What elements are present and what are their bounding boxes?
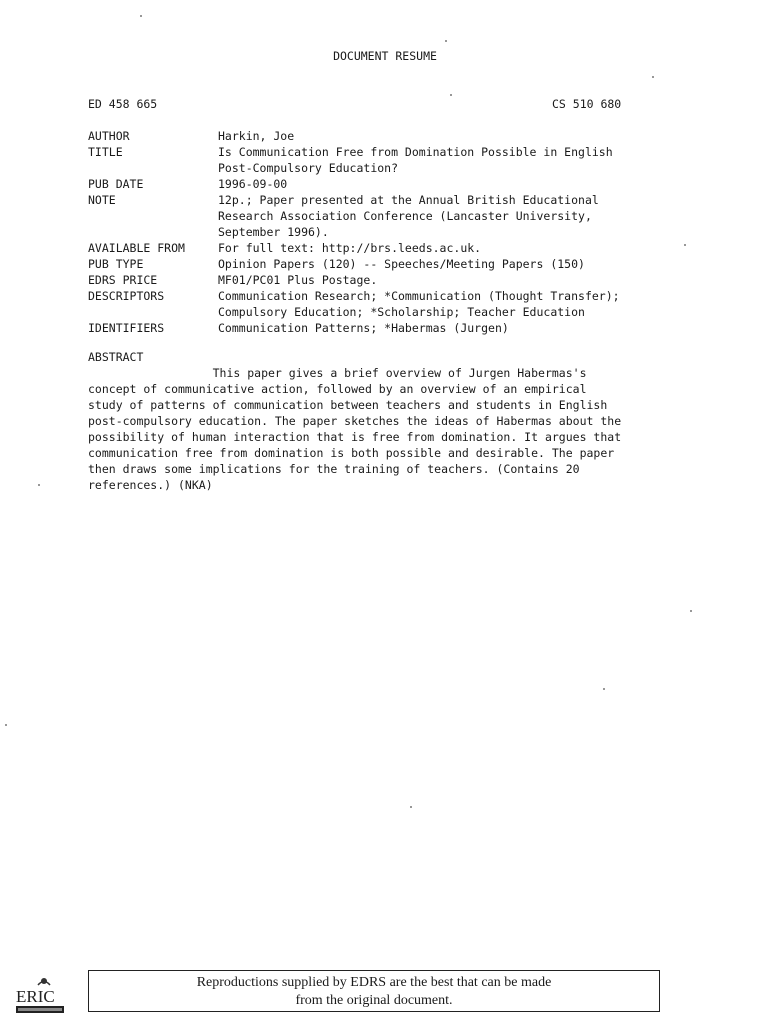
field-label: IDENTIFIERS <box>88 321 165 335</box>
field-value-line: Compulsory Education; *Scholarship; Teacher Education <box>218 305 585 319</box>
field-label: PUB TYPE <box>88 257 144 271</box>
scan-speck <box>603 688 605 690</box>
field-row <box>88 320 688 336</box>
field-value-line: Is Communication Free from Domination Possible in English <box>218 145 613 159</box>
field-label: DESCRIPTORS <box>88 289 165 303</box>
ed-number: ED 458 665 <box>88 97 158 111</box>
field-row <box>88 240 688 256</box>
field-value-line: Opinion Papers (120) -- Speeches/Meeting Papers (150) <box>218 257 585 271</box>
scan-speck <box>652 76 654 78</box>
scan-speck <box>450 94 452 96</box>
abstract-heading: ABSTRACT <box>88 350 144 364</box>
field-value <box>218 256 688 272</box>
scan-speck <box>445 40 447 42</box>
field-value-line: Communication Patterns; *Habermas (Jurgen) <box>218 321 509 335</box>
field-value <box>218 128 688 144</box>
abstract-line: study of patterns of communication between teachers and students in English <box>88 398 608 412</box>
scan-speck <box>690 610 692 612</box>
field-row <box>88 288 688 320</box>
abstract-line: references.) (NKA) <box>88 478 213 492</box>
field-label: NOTE <box>88 193 116 207</box>
field-value-line: Research Association Conference (Lancaster University, <box>218 209 592 223</box>
abstract-body <box>88 365 688 493</box>
field-row <box>88 192 688 240</box>
field-value-line: Post-Compulsory Education? <box>218 161 399 175</box>
field-value <box>218 240 688 256</box>
field-label: AUTHOR <box>88 129 130 143</box>
abstract-line: then draws some implications for the training of teachers. (Contains 20 <box>88 462 580 476</box>
abstract-line: communication free from domination is both possible and desirable. The paper <box>88 446 615 460</box>
field-value-line: For full text: http://brs.leeds.ac.uk. <box>218 241 482 255</box>
abstract-line: possibility of human interaction that is free from domination. It argues that <box>88 430 622 444</box>
field-value <box>218 192 688 240</box>
field-value <box>218 288 688 320</box>
document-title: DOCUMENT RESUME <box>333 49 437 63</box>
field-row <box>88 176 688 192</box>
scan-speck <box>410 806 412 808</box>
cs-number: CS 510 680 <box>552 97 622 111</box>
field-value-line: Harkin, Joe <box>218 129 295 143</box>
field-value <box>218 176 688 192</box>
eric-logo-icon <box>14 976 68 1016</box>
field-value <box>218 272 688 288</box>
abstract-line: post-compulsory education. The paper sketches the ideas of Habermas about the <box>88 414 622 428</box>
field-row <box>88 144 688 176</box>
field-label: EDRS PRICE <box>88 273 158 287</box>
field-value-line: MF01/PC01 Plus Postage. <box>218 273 378 287</box>
field-row <box>88 256 688 272</box>
footer-notice <box>88 970 660 1012</box>
field-label: TITLE <box>88 145 123 159</box>
footer-line-2: from the original document. <box>295 993 453 1008</box>
metadata-fields <box>88 128 688 336</box>
field-value <box>218 320 688 336</box>
field-label: PUB DATE <box>88 177 144 191</box>
scan-speck <box>140 15 142 17</box>
scan-speck <box>38 484 40 486</box>
abstract-line: concept of communicative action, followed by an overview of an empirical <box>88 382 587 396</box>
field-value-line: 1996-09-00 <box>218 177 288 191</box>
field-value-line: Communication Research; *Communication (Thought Transfer); <box>218 289 620 303</box>
field-row <box>88 128 688 144</box>
field-value-line: September 1996). <box>218 225 329 239</box>
field-row <box>88 272 688 288</box>
field-label: AVAILABLE FROM <box>88 241 185 255</box>
scan-speck <box>684 244 686 246</box>
field-value-line: 12p.; Paper presented at the Annual British Educational <box>218 193 599 207</box>
field-value <box>218 144 688 176</box>
abstract-line: This paper gives a brief overview of Jurgen Habermas's <box>88 366 587 380</box>
scan-speck <box>5 724 7 726</box>
logo-text: ERIC <box>16 987 55 1006</box>
footer-line-1: Reproductions supplied by EDRS are the best that can be made <box>196 975 552 990</box>
